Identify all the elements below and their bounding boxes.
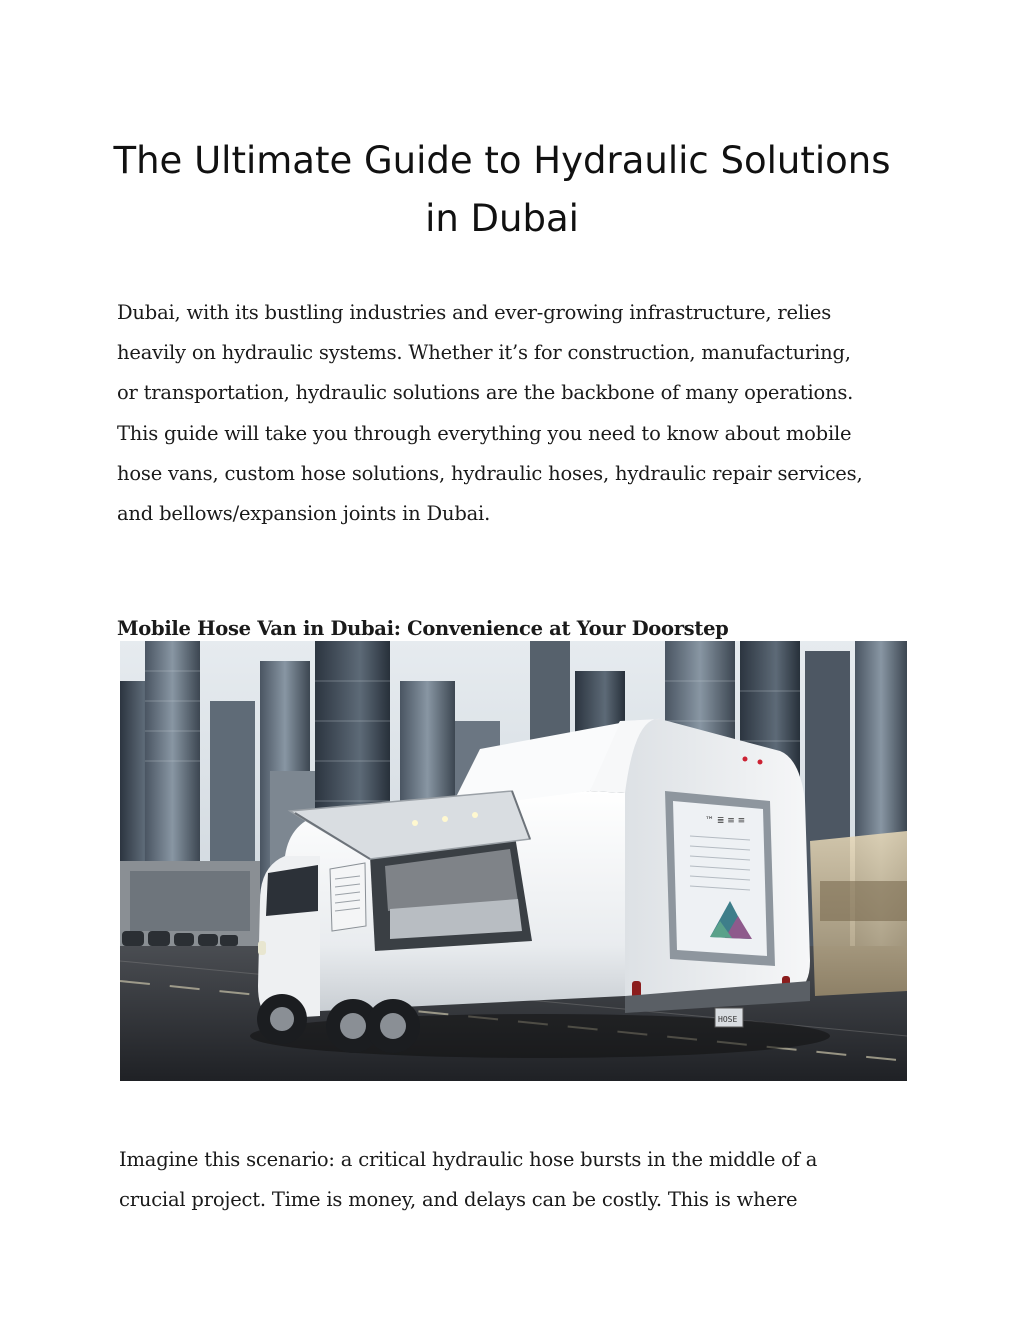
license-plate-text: HOSE bbox=[718, 1015, 738, 1024]
intro-line: and bellows/expansion joints in Dubai. bbox=[117, 502, 491, 526]
body-line: crucial project. Time is money, and delays can be costly. This is where bbox=[119, 1188, 798, 1212]
title-line-1: The Ultimate Guide to Hydraulic Solutions bbox=[113, 139, 891, 182]
intro-line: or transportation, hydraulic solutions are the backbone of many operations. bbox=[117, 381, 854, 405]
section-heading: Mobile Hose Van in Dubai: Convenience at Your Doorstep bbox=[117, 617, 729, 640]
intro-line: Dubai, with its bustling industries and ever-growing infrastructure, relies bbox=[117, 301, 832, 324]
hose-van-photo bbox=[120, 641, 907, 1081]
menu-header-text: ™ ≣ ≡ ≡ bbox=[705, 816, 746, 826]
intro-line: This guide will take you through everything you need to know about mobile bbox=[117, 421, 852, 445]
document-title bbox=[100, 132, 904, 248]
hose-van-illustration bbox=[120, 641, 907, 1081]
title-line-2: in Dubai bbox=[425, 197, 579, 240]
body-line: Imagine this scenario: a critical hydraulic hose bursts in the middle of a bbox=[119, 1148, 818, 1171]
intro-paragraph bbox=[117, 293, 917, 534]
intro-line: heavily on hydraulic systems. Whether it’s for construction, manufacturing, bbox=[117, 341, 851, 365]
intro-line: hose vans, custom hose solutions, hydraulic hoses, hydraulic repair services, bbox=[117, 461, 863, 485]
body-paragraph bbox=[119, 1140, 919, 1220]
